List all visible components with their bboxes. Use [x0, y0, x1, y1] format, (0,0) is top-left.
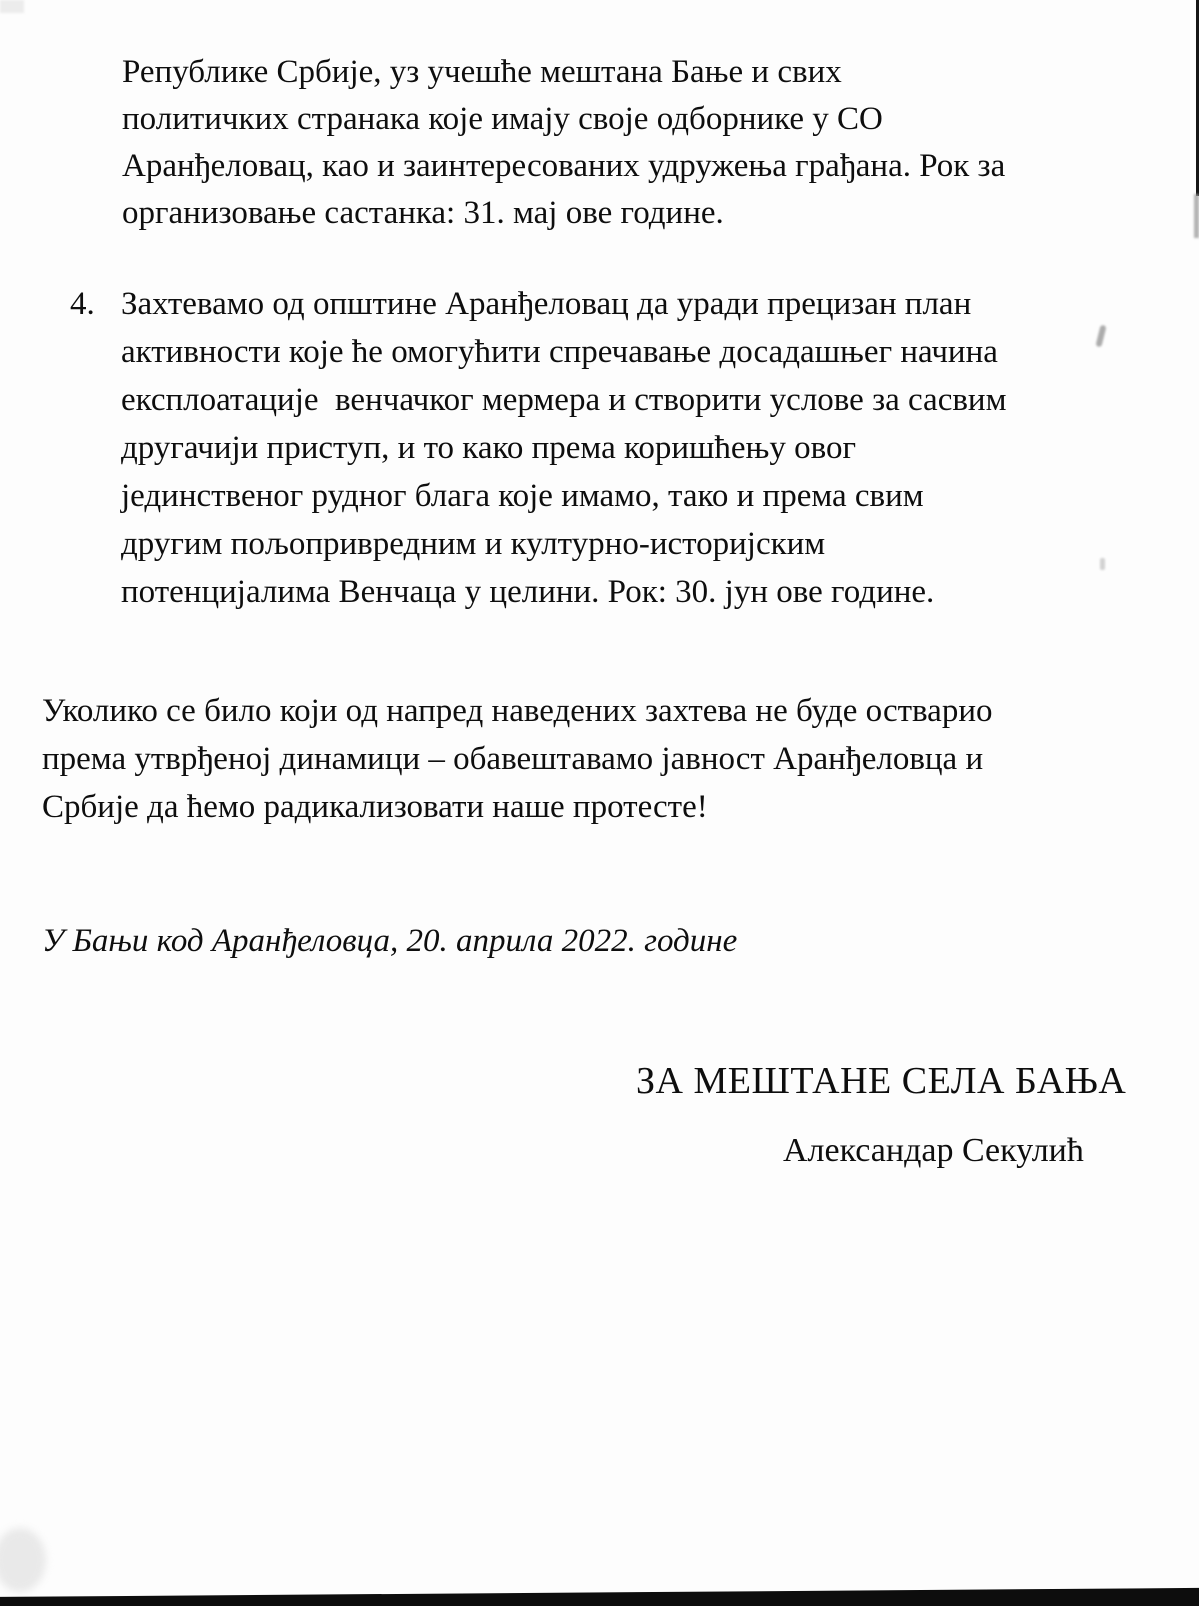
- signature-name: Александар Секулић: [783, 1132, 1084, 1169]
- text-line: Србије да ћемо радикализовати наше протесте!: [42, 789, 708, 825]
- scan-artifact-top-left-smudge: [0, 0, 24, 13]
- text-line: Захтевамо од општине Аранђеловац да уради прецизан план: [121, 286, 972, 322]
- text-line: према утврђеној динамици – обавештавамо јавност Аранђеловца и: [42, 741, 984, 777]
- text-line: експлоатације венчачког мермера и створити услове за сасвим: [121, 382, 1007, 418]
- warning-paragraph: [42, 687, 992, 831]
- scan-artifact-speck: [1095, 325, 1106, 348]
- scan-artifact-bottom-left-smudge: [0, 1528, 46, 1592]
- paragraph-continuation: [122, 49, 1005, 237]
- scan-artifact-right-edge-line-tail: [1194, 194, 1199, 238]
- list-item-4: [121, 280, 1006, 616]
- text-line: активности које ће омогућити спречавање досадашњег начина: [121, 334, 998, 370]
- text-line: политичких странака које имају своје одборнике у СО: [122, 101, 883, 137]
- text-line: организовање састанка: 31. мај ове године.: [122, 195, 724, 231]
- list-item-4-number: 4.: [70, 286, 95, 322]
- text-line: другим пољопривредним и културно-историјским: [121, 526, 826, 562]
- text-line: Уколико се било који од напред наведених захтева не буде остварио: [42, 693, 993, 729]
- signature-on-behalf: ЗА МЕШТАНЕ СЕЛА БАЊА: [636, 1060, 1127, 1102]
- text-line: јединственог рудног блага које имамо, тако и према свим: [121, 478, 924, 514]
- text-line: Аранђеловац, као и заинтересованих удружења грађана. Рок за: [122, 148, 1006, 184]
- scan-artifact-bottom-black-bar: [0, 1588, 1199, 1606]
- text-line: потенцијалима Венчаца у целини. Рок: 30. јун ове године.: [121, 574, 935, 610]
- text-line: другачији приступ, и то како према коришћењу овог: [121, 430, 857, 466]
- text-line: Републике Србије, уз учешће мештана Бање и свих: [122, 54, 842, 90]
- dateline: У Бањи код Аранђеловца, 20. априла 2022. године: [42, 923, 738, 959]
- scan-artifact-speck: [1100, 558, 1105, 570]
